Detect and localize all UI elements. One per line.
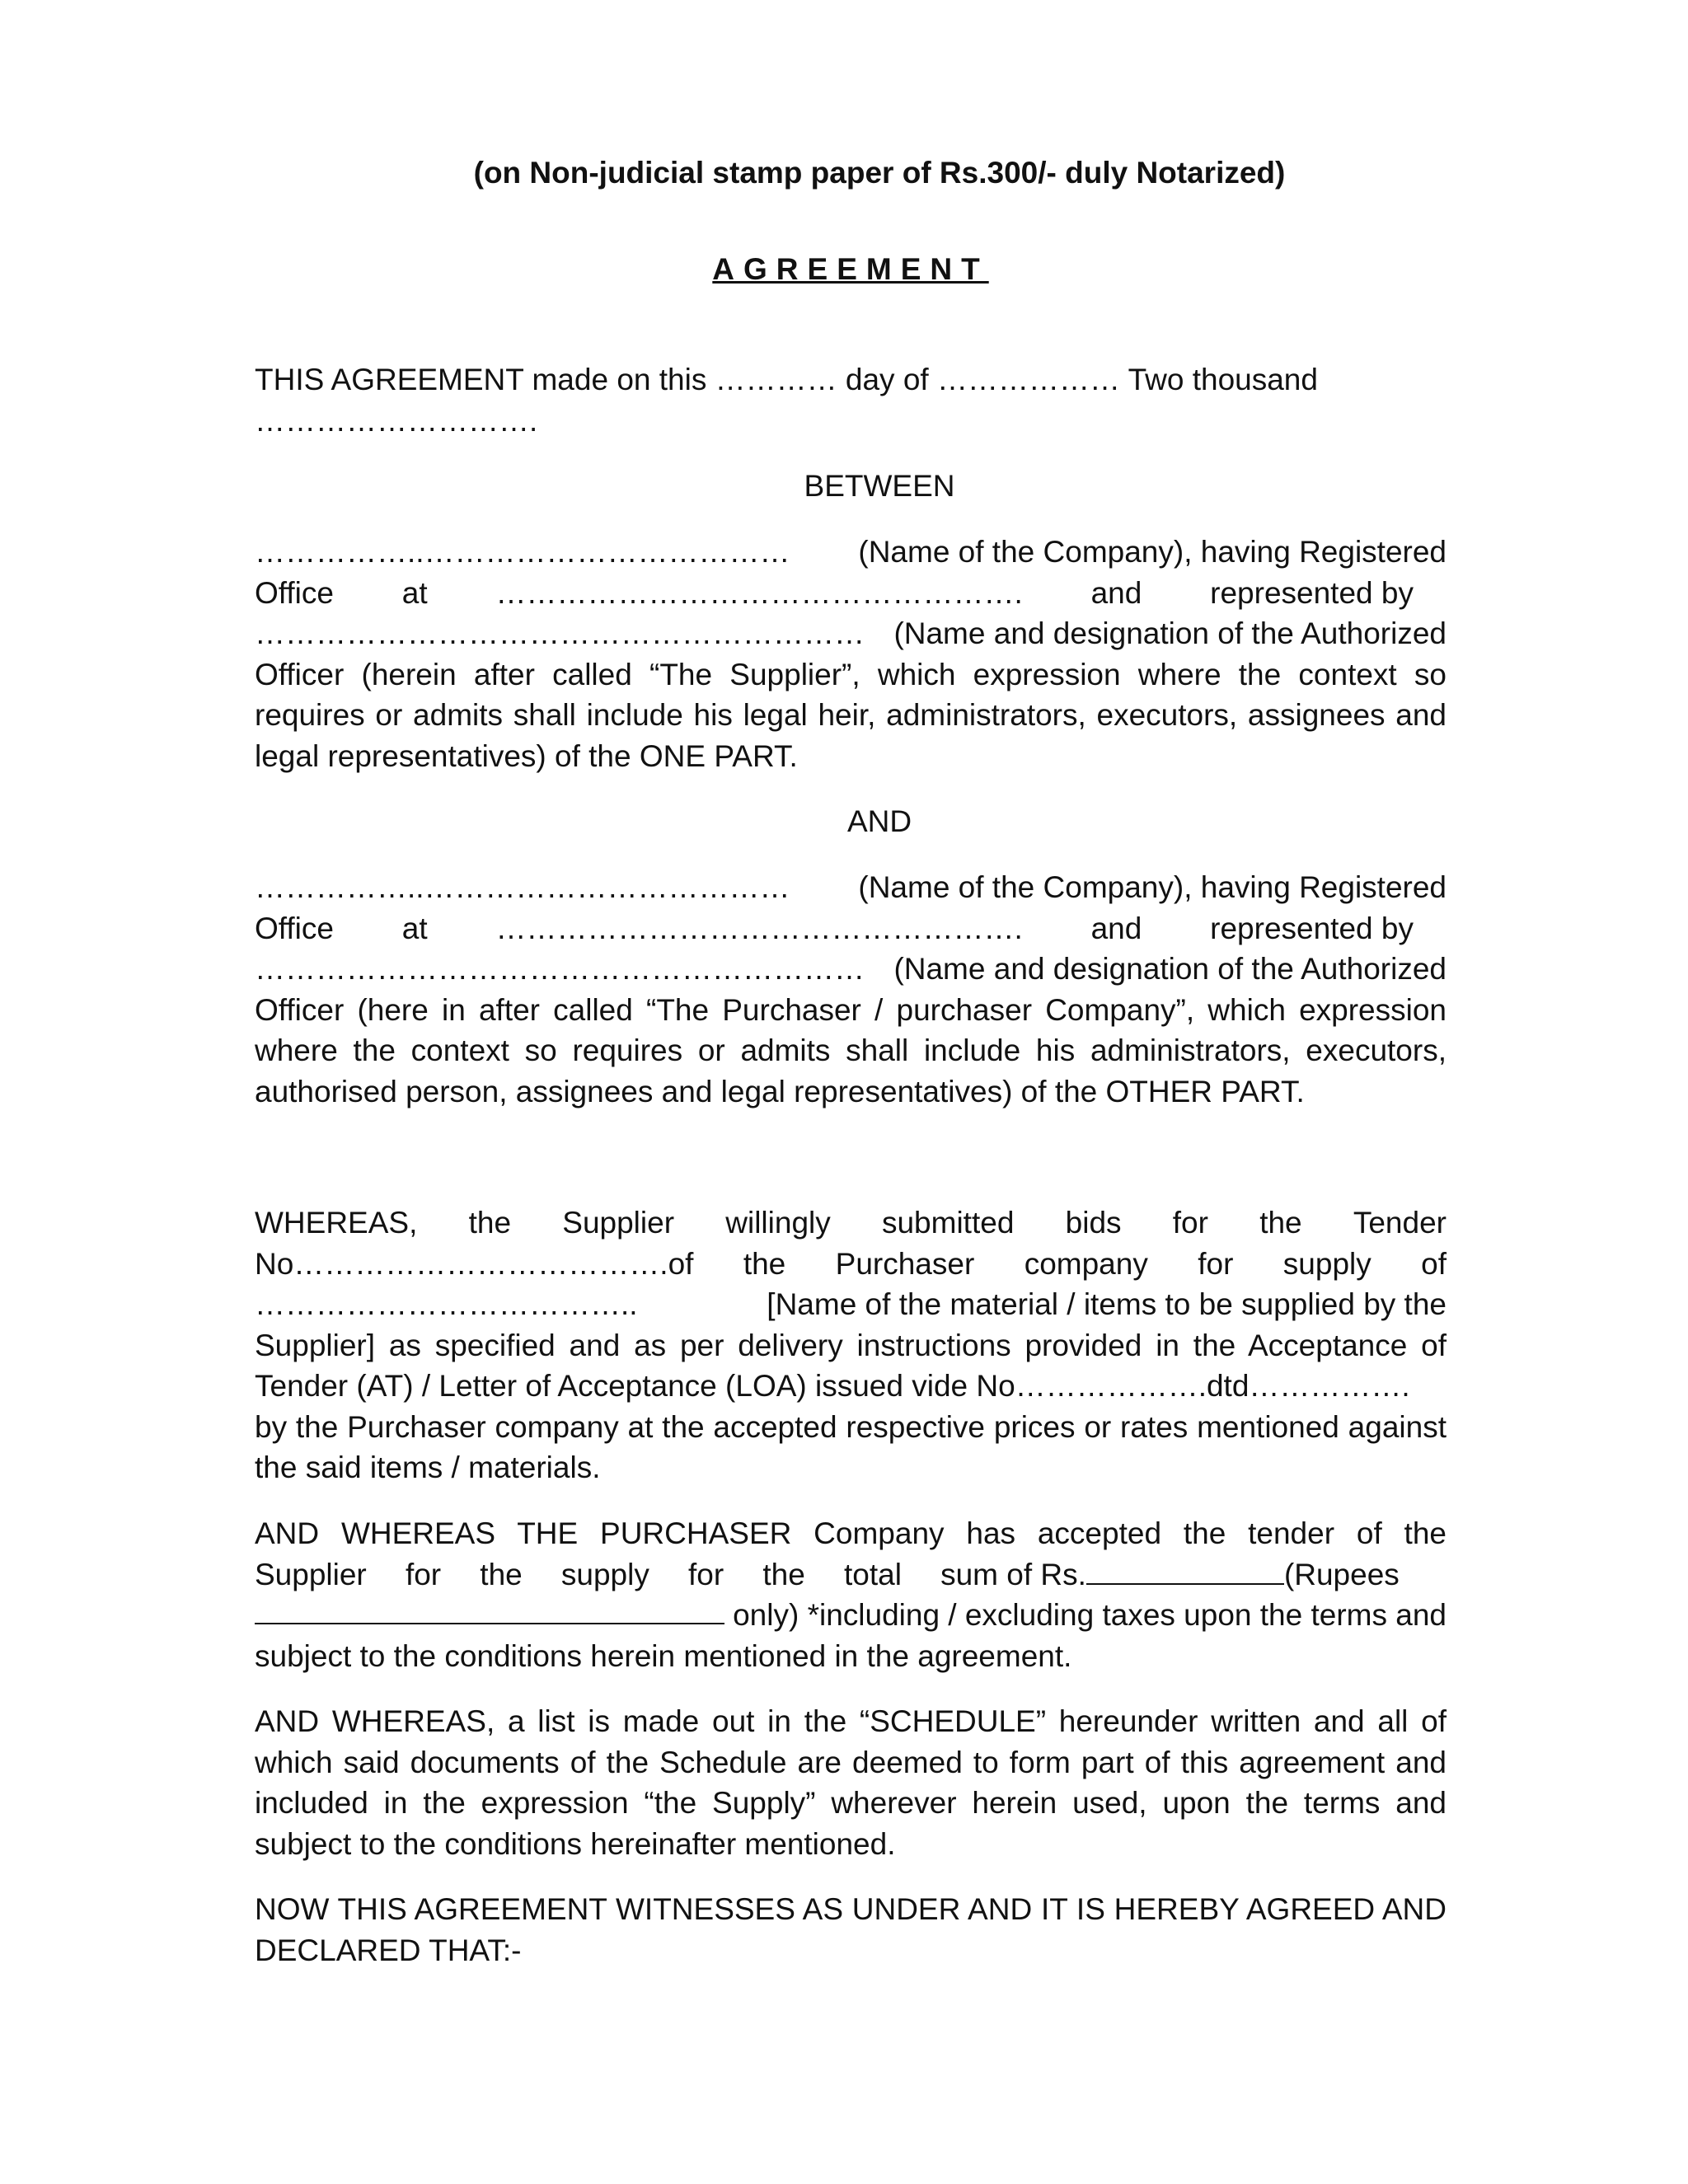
stamp-paper-note: (on Non-judicial stamp paper of Rs.300/- duly Notarized)	[473, 156, 1286, 190]
whereas-tender-paragraph	[255, 1202, 1447, 1488]
whereas-schedule-paragraph: AND WHEREAS, a list is made out in the “SCHEDULE” hereunder written and all of which said documents of the Schedule are deemed to form part of this agreement and included in the expression “the Supply” wherever herein used, upon the terms and subject to the conditions hereinafter mentioned.	[255, 1704, 1447, 1861]
purchaser-party-rest: Officer (here in after called “The Purchaser / purchaser Company”, which expression where the context so requires or admits shall include his administrators, executors, authorised person, assignees and legal representatives) of the OTHER PART.	[255, 992, 1447, 1108]
whereas-2-line-2-word-7: sum of Rs.	[940, 1557, 1086, 1591]
whereas-1-line-1	[255, 1202, 1447, 1244]
whereas-1-line-5: Tender (AT) / Letter of Acceptance (LOA) issued vide No……………….dtd…………….	[255, 1369, 1410, 1403]
purchaser-line-3-text: (Name and designation of the Authorized	[893, 952, 1447, 986]
document-title: AGREEMENT	[712, 252, 989, 286]
purchaser-company-blank: ……………..………………………………	[255, 870, 790, 904]
purchaser-officer-blank: ……………………………………………………	[255, 952, 865, 986]
whereas-1-line-2-word-5: supply	[1282, 1246, 1372, 1281]
supplier-line-3-text: (Name and designation of the Authorized	[893, 616, 1447, 650]
whereas-1-line-1-word-4: submitted	[881, 1206, 1015, 1240]
whereas-1-line-1-word-7: the	[1259, 1206, 1302, 1240]
whereas-1-line-1-word-5: bids	[1065, 1206, 1122, 1240]
amount-group	[940, 1554, 1400, 1596]
rupees-label: (Rupees	[1283, 1557, 1400, 1591]
whereas-2-line-2-word-6: total	[844, 1557, 902, 1591]
intro-paragraph	[255, 359, 1447, 441]
supplier-office-blank: …………………………………………….	[495, 575, 1023, 610]
whereas-1-line-2	[255, 1244, 1447, 1285]
whereas-1-line-1-word-6: for	[1172, 1206, 1208, 1240]
amount-blank	[1086, 1555, 1284, 1585]
whereas-1-line-1-word-2: Supplier	[562, 1206, 675, 1240]
purchaser-line-2	[255, 908, 1447, 949]
whereas-1-line-1-word-8: Tender	[1353, 1206, 1447, 1240]
whereas-2-line-2-word-5: the	[762, 1557, 805, 1591]
whereas-2-line-2-word-0: Supplier	[255, 1557, 367, 1591]
whereas-2-line-2-word-1: for	[405, 1557, 442, 1591]
whereas-1-rest: by the Purchaser company at the accepted respective prices or rates mentioned against the said items / materials.	[255, 1409, 1447, 1484]
whereas-1-line-2-word-0: No……………………………….of	[255, 1246, 694, 1281]
whereas-1-line-3-text: [Name of the material / items to be supplied by the	[767, 1287, 1447, 1321]
material-blank: ………………………………..	[255, 1287, 638, 1321]
whereas-1-line-4: Supplier] as specified and as per delivery instructions provided in the Acceptance of	[255, 1328, 1447, 1362]
whereas-1-line-2-word-2: Purchaser	[835, 1246, 975, 1281]
whereas-1-line-2-word-4: for	[1198, 1246, 1234, 1281]
supplier-company-blank: ……………..………………………………	[255, 535, 790, 569]
whereas-2-line-2-word-2: the	[480, 1557, 523, 1591]
whereas-2-line-4: subject to the conditions herein mentioned in the agreement.	[255, 1638, 1072, 1673]
supplier-office-word: Office	[255, 575, 334, 610]
supplier-party-paragraph	[255, 532, 1447, 776]
whereas-2-line-2-word-4: for	[688, 1557, 724, 1591]
supplier-represented-by: represented by	[1210, 575, 1414, 610]
purchaser-represented-by: represented by	[1210, 911, 1414, 945]
purchaser-office-blank: …………………………………………….	[495, 911, 1023, 945]
purchaser-line-1	[255, 867, 1447, 908]
whereas-2-line-3	[255, 1595, 1447, 1636]
whereas-2-line-2-word-3: supply	[560, 1557, 649, 1591]
whereas-1-line-2-word-6: of	[1421, 1246, 1447, 1281]
intro-line-1: THIS AGREEMENT made on this ………… day of ……………… Two thousand	[255, 363, 1318, 396]
supplier-party-rest: Officer (herein after called “The Supplier”, which expression where the context so requires or admits shall include his legal heir, administrators, executors, assignees and legal representatives) of the ONE PART.	[255, 657, 1447, 773]
whereas-1-line-3	[255, 1284, 1447, 1325]
whereas-1-line-1-word-1: the	[468, 1206, 512, 1240]
supplier-officer-blank: ……………………………………………………	[255, 616, 865, 650]
whereas-1-line-2-word-3: company	[1024, 1246, 1148, 1281]
supplier-line-2	[255, 573, 1447, 614]
whereas-1-line-1-word-3: willingly	[725, 1206, 831, 1240]
supplier-and-word: and	[1090, 575, 1142, 610]
whereas-2-line-1: AND WHEREAS THE PURCHASER Company has accepted the tender of the	[255, 1516, 1447, 1550]
supplier-at-word: at	[401, 575, 428, 610]
whereas-acceptance-paragraph	[255, 1513, 1447, 1676]
purchaser-party-paragraph	[255, 867, 1447, 1112]
purchaser-office-word: Office	[255, 911, 334, 945]
purchaser-line-1-text: (Name of the Company), having Registered	[858, 870, 1447, 904]
whereas-1-line-1-word-0: WHEREAS,	[255, 1206, 418, 1240]
line-end-spacer	[1438, 1554, 1447, 1596]
supplier-line-3	[255, 613, 1447, 654]
whereas-2-line-2	[255, 1554, 1447, 1596]
rupees-words-blank	[255, 1595, 724, 1624]
whereas-1-line-2-word-1: the	[743, 1246, 786, 1281]
purchaser-at-word: at	[401, 911, 428, 945]
purchaser-and-word: and	[1090, 911, 1142, 945]
supplier-line-1	[255, 532, 1447, 573]
and-heading: AND	[846, 804, 912, 838]
intro-line-2: ……………………….	[255, 403, 538, 438]
witness-declaration: NOW THIS AGREEMENT WITNESSES AS UNDER AND IT IS HEREBY AGREED AND DECLARED THAT:-	[255, 1892, 1447, 1967]
purchaser-line-3	[255, 949, 1447, 990]
supplier-line-1-text: (Name of the Company), having Registered	[858, 535, 1447, 569]
between-heading: BETWEEN	[804, 469, 955, 503]
whereas-2-line-3-text: only) *including / excluding taxes upon the terms and	[733, 1598, 1447, 1632]
